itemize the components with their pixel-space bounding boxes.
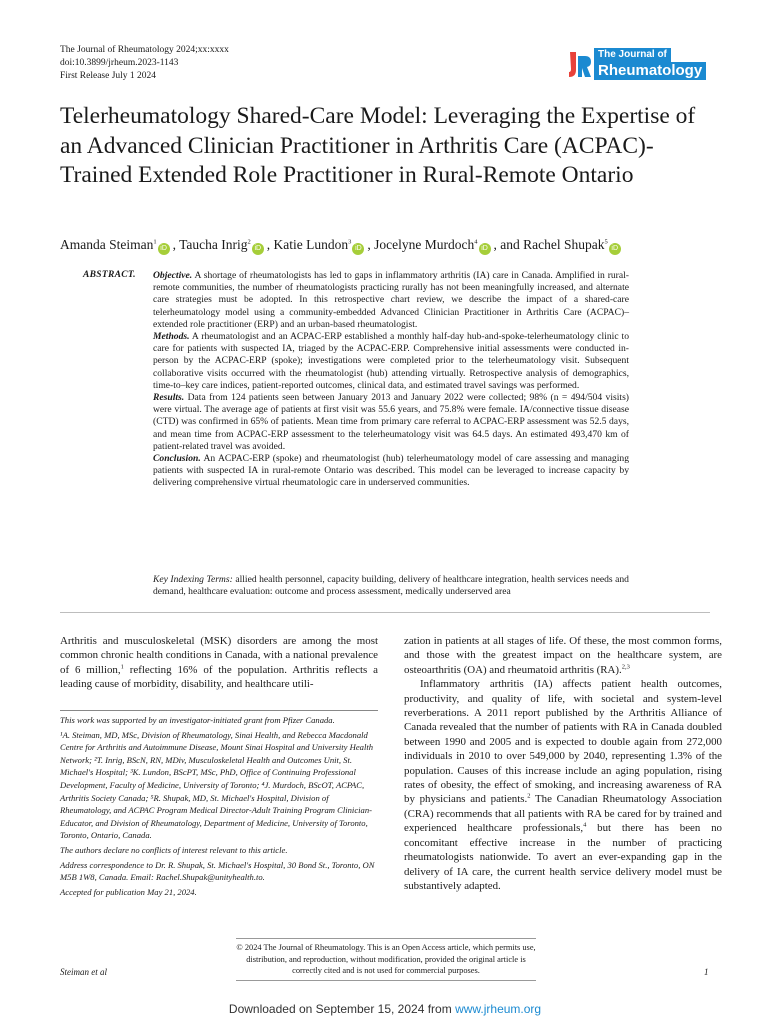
- citation-ref[interactable]: 1: [120, 663, 124, 671]
- jr-logo-icon: [566, 50, 592, 80]
- body-column-1: [60, 634, 378, 692]
- author-separator: ,: [367, 237, 375, 252]
- logo-line-1: The Journal of: [594, 48, 671, 62]
- keywords-label: Key Indexing Terms:: [153, 574, 233, 585]
- orcid-icon[interactable]: iD: [158, 243, 170, 255]
- footer-authors: Steiman et al: [60, 967, 107, 977]
- key-indexing-terms: [153, 574, 629, 598]
- author-sup: 5: [604, 238, 608, 246]
- author-separator: ,: [266, 237, 274, 252]
- logo-line-2: Rheumatology: [594, 62, 706, 80]
- conflicts-note: The authors declare no conflicts of interest relevant to this article.: [60, 844, 288, 855]
- body-column-2: [404, 634, 722, 893]
- results-text: Data from 124 patients seen between January 2013 and January 2022 were collected; 98% (n = 494/504 visits) were virtual. The average age of patients at first visit was 55.6 years, and 75.8% were female. IA/connective tissue disease (CTD) was confirmed in 65% of patients. Mean time from primary care referral to ACPAC-ERP assessment was 52.5 days, and mean time from ACPAC-ERP assessment to the telerheumatology visit was 64.5 days. An estimated 493,470 km of patient-related travel was avoided.: [153, 392, 629, 452]
- body-text: The Canadian Rheumatology Association (CRA) recommends that all patients with RA be cared for by trained and experienced healthcare professionals,: [404, 793, 723, 835]
- download-link[interactable]: www.jrheum.org: [455, 1002, 542, 1016]
- download-note: [0, 1002, 770, 1016]
- author-name: Katie Lundon: [273, 237, 349, 252]
- author-sup: 3: [348, 238, 352, 246]
- funding-note: This work was supported by an investigator-initiated grant from Pfizer Canada.: [60, 715, 335, 725]
- affiliations: ¹A. Steiman, MD, MSc, Division of Rheumatology, Sinai Health, and Rebecca Macdonald Centre for Arthritis and Autoimmune Disease, Mount Sinai Hospital and University Health Network; ²T. Inrig, BScN, RN, MDiv, Musculoskeletal Health and Outcomes Unit, St. Michael's Hospital; ³K. Lundon, BScPT, MSc, PhD, Office of Continuing Professional Development, Faculty of Medicine, University of Toronto; ⁴J. Murdoch, BScOT, ACPAC, Arthritis Society Canada; ⁵R. Shupak, MD, St. Michael's Hospital, Division of Rheumatology, and ACPAC Program Medical Director-Adult Training Program Clinician-Educator, and Division of Rheumatology, Department of Medicine, University of Toronto, Toronto, Ontario, Canada.: [60, 729, 374, 841]
- results-heading: Results.: [153, 392, 185, 404]
- footnote-divider: [60, 710, 378, 711]
- conclusion-text: An ACPAC-ERP (spoke) and rheumatologist (hub) telerheumatology model of care assessing and managing patients with suspected IA in rural-remote Ontario was described. This model can be leveraged to increase capacity by delivering comprehensive virtual rheumatologic care in underserved communities.: [153, 453, 629, 489]
- footnotes: [60, 714, 378, 900]
- author-name: Amanda Steiman: [60, 237, 154, 252]
- author-name: Rachel Shupak: [523, 237, 605, 252]
- article-title: Telerheumatology Shared-Care Model: Leveraging the Expertise of an Advanced Clinician Practitioner in Arthritis Care (ACPAC)-Trained Extended Role Practitioner in Rural-Remote Ontario: [60, 103, 696, 188]
- abstract-conclusion: [153, 453, 629, 490]
- open-access-notice: © 2024 The Journal of Rheumatology. This is an Open Access article, which permits use, distribution, and reproduction, without modification, provided the original article is correctly cited and is not used for commercial purposes.: [236, 938, 536, 981]
- orcid-icon[interactable]: iD: [479, 243, 491, 255]
- methods-text: A rheumatologist and an ACPAC-ERP established a monthly half-day hub-and-spoke-telerheumatology clinic to care for patients with suspected IA, triaged by the ACPAC-ERP. Comprehensive initial assessments were conducted in-person by the ACPAC-ERP (spoke); investigations were completed prior to the telerheumatology visit. Subsequent collaborative visits occurred with the rheumatologist (hub) attending virtually. Retrospective analysis of demographics, time-to–key care indices, patient-reported outcomes, clinical data, and estimated travel savings was performed.: [153, 331, 629, 391]
- body-text: zation in patients at all stages of life. Of these, the most common forms, and those with the greatest impact on the healthcare system, are osteoarthritis (OA) and rheumatoid arthritis (RA).: [404, 635, 722, 676]
- citation-ref[interactable]: 2: [527, 792, 531, 800]
- accepted-date: Accepted for publication May 21, 2024.: [60, 886, 197, 897]
- abstract-methods: [153, 331, 629, 392]
- doi[interactable]: doi:10.3899/jrheum.2023-1143: [60, 58, 179, 68]
- body-text: reflecting 16% of the population. Arthritis reflects a leading cause of morbidity, disability, and healthcare utili-: [60, 663, 378, 691]
- page-number: 1: [704, 967, 709, 977]
- abstract: [153, 270, 629, 490]
- running-header: [60, 44, 229, 83]
- citation-ref[interactable]: 4: [583, 821, 587, 829]
- objective-heading: Objective.: [153, 270, 193, 281]
- author-separator: ,: [172, 237, 180, 252]
- conclusion-heading: Conclusion.: [153, 453, 201, 465]
- orcid-icon[interactable]: iD: [609, 243, 621, 255]
- body-text: but there has been no concomitant effective increase in the number of practicing rheumatologists nationwide. To avert an ever-expanding gap in the delivery of IA care, the current health service delivery model must be substantively adapted.: [404, 822, 722, 892]
- abstract-results: [153, 392, 629, 453]
- keywords-text: allied health personnel, capacity building, delivery of healthcare integration, health services needs and demand, healthcare evaluation: outcome and process assessment, medically underserved area: [153, 574, 629, 598]
- author-separator: , and: [493, 237, 524, 252]
- orcid-icon[interactable]: iD: [252, 243, 264, 255]
- release-date: First Release July 1 2024: [60, 71, 157, 81]
- correspondence: Address correspondence to Dr. R. Shupak, St. Michael's Hospital, 30 Bond St., Toronto, ON M5B 1W8, Canada. Email: Rachel.Shupak@unityhealth.to.: [60, 859, 375, 883]
- journal-citation: The Journal of Rheumatology 2024;xx:xxxx: [60, 45, 229, 55]
- citation-ref[interactable]: 2,3: [621, 663, 630, 671]
- abstract-objective: [153, 270, 629, 331]
- download-text: Downloaded on September 15, 2024 from: [228, 1002, 456, 1016]
- body-paragraph: [404, 634, 722, 677]
- methods-heading: Methods.: [153, 331, 190, 343]
- author-sup: 1: [153, 238, 157, 246]
- body-paragraph: [404, 677, 722, 893]
- author-sup: 4: [474, 238, 478, 246]
- author-sup: 2: [247, 238, 251, 246]
- journal-logo[interactable]: [566, 48, 722, 84]
- author-name: Taucha Inrig: [179, 237, 248, 252]
- divider: [60, 612, 710, 613]
- orcid-icon[interactable]: iD: [352, 243, 364, 255]
- objective-text: A shortage of rheumatologists has led to gaps in inflammatory arthritis (IA) care in Canada. Amplified in rural-remote communities, the number of rheumatologists practicing rurally has not been meaningfully increased, and alternate care strategies must be adopted. In this retrospective chart review, we describe the impact of a shared-care telerheumatology model using a community-embedded Advanced Clinician Practitioner in Arthritis Care (ACPAC)–extended role practitioner (ERP) and an urban-based rheumatologist.: [153, 270, 629, 330]
- body-text: Inflammatory arthritis (IA) affects patient health outcomes, productivity, and quality of life, with societal and system-level reverberations. A 2011 report published by the Arthritis Alliance of Canada revealed that the number of patients with RA in Canada doubled between 1990 and 2005 and is expected to double again from 272,000 individuals in 2010 to over 549,000 by 2040, representing 1.3% of the population. Causes of this increase include an aging population, rising rates of obesity, the effect of smoking, and increasing awareness of RA by physicians and patients.: [404, 678, 722, 806]
- body-text: Arthritis and musculoskeletal (MSK) disorders are among the most common chronic health conditions in Canada, with a national prevalence of 6 million,: [60, 635, 378, 676]
- abstract-label: ABSTRACT.: [83, 270, 136, 280]
- author-list: [60, 236, 740, 255]
- author-name: Jocelyne Murdoch: [374, 237, 475, 252]
